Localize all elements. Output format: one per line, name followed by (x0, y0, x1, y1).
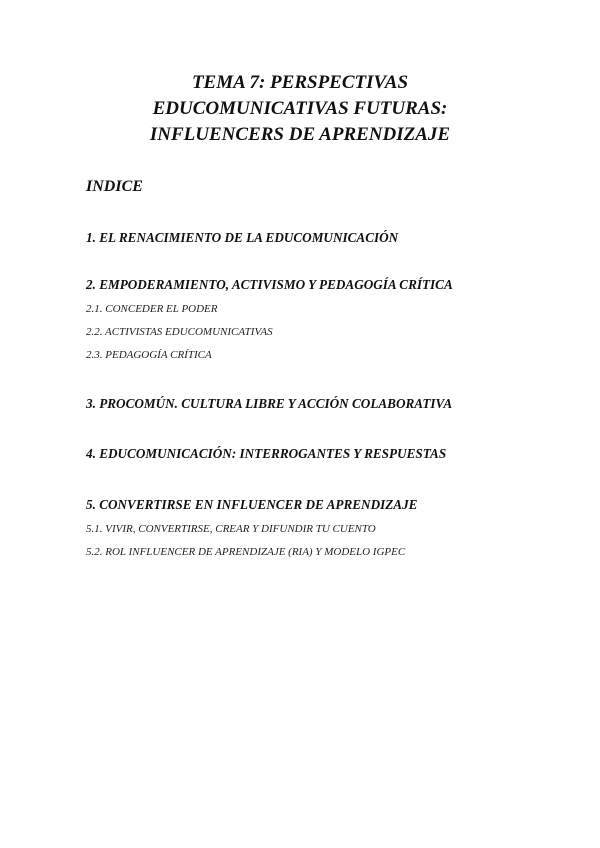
title-line: TEMA 7: PERSPECTIVAS (191, 72, 409, 93)
toc-subsection-2-3: 2.3. PEDAGOGÍA CRÍTICA (86, 349, 212, 361)
page-title (0, 70, 600, 148)
toc-section-3: 3. PROCOMÚN. CULTURA LIBRE Y ACCIÓN COLABORATIVA (86, 396, 453, 411)
toc-section-5: 5. CONVERTIRSE EN INFLUENCER DE APRENDIZAJE (86, 497, 418, 512)
toc-subsection-5-1: 5.1. VIVIR, CONVERTIRSE, CREAR Y DIFUNDIR TU CUENTO (86, 523, 376, 535)
title-line: EDUCOMUNICATIVAS FUTURAS: (152, 98, 448, 119)
toc-subsection-5-2: 5.2. ROL INFLUENCER DE APRENDIZAJE (RIA) Y MODELO IGPEC (86, 546, 406, 558)
toc-section-1: 1. EL RENACIMIENTO DE LA EDUCOMUNICACIÓN (86, 230, 399, 245)
toc-subsection-2-1: 2.1. CONCEDER EL PODER (86, 303, 218, 315)
toc-section-2: 2. EMPODERAMIENTO, ACTIVISMO Y PEDAGOGÍA CRÍTICA (86, 277, 453, 292)
index-heading: INDICE (86, 178, 143, 195)
toc-section-4: 4. EDUCOMUNICACIÓN: INTERROGANTES Y RESPUESTAS (86, 446, 447, 461)
toc-subsection-2-2: 2.2. ACTIVISTAS EDUCOMUNICATIVAS (86, 326, 273, 338)
title-line: INFLUENCERS DE APRENDIZAJE (149, 124, 451, 145)
